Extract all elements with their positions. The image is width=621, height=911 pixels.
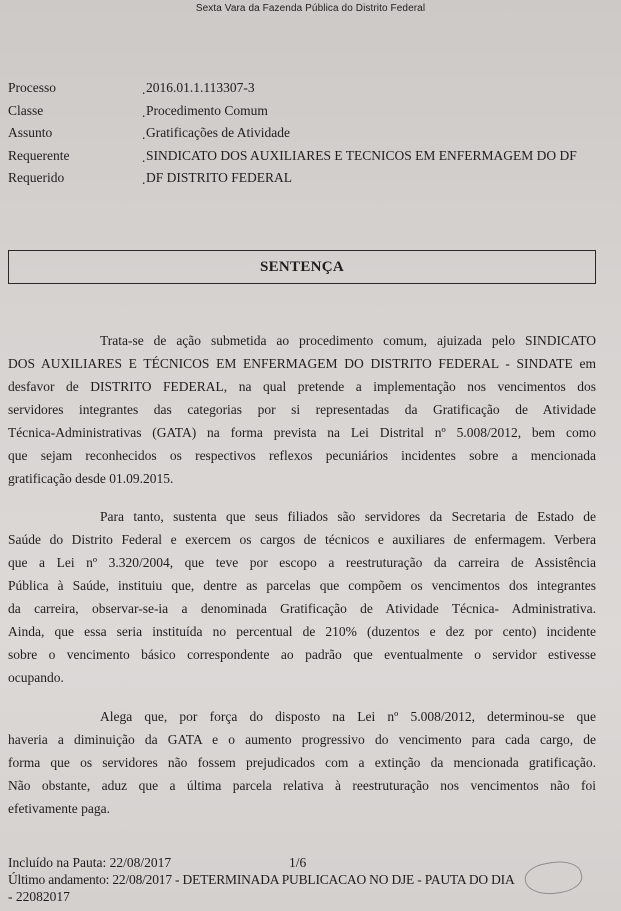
text-line: haveria a diminuição da GATA e o aumento progressivo do vencimento para cada cargo, de: [8, 732, 596, 747]
text-line: que a Lei nº 3.320/2004, que teve por escopo a reestruturação da carreira de Assistência: [8, 555, 596, 570]
last-movement: Último andamento: 22/08/2017 - DETERMINADA PUBLICACAO NO DJE - PAUTA DO DIA: [8, 872, 515, 887]
text-line: sobre o vencimento básico correspondente ao padrão que eventualmente o servidor estivesse: [8, 647, 596, 662]
page-number: 1/6: [289, 855, 307, 870]
text-line: DOS AUXILIARES E TÉCNICOS EM ENFERMAGEM DO DISTRITO FEDERAL - SINDATE em: [8, 356, 596, 371]
case-value: . Gratificações de Atividade: [146, 125, 290, 141]
document-title-box: [8, 250, 596, 284]
text-line: que sejam reconhecidos os respectivos reflexos pecuniários incidentes sobre a mencionada: [8, 448, 596, 463]
case-label: Assunto: [8, 125, 53, 141]
text-line: Saúde do Distrito Federal e exercem os cargos de técnicos e auxiliares de enfermagem. Verbera: [8, 532, 596, 547]
case-label: Processo: [8, 80, 56, 95]
text-line: Pública à Saúde, instituiu que, dentre as parcelas que compõem os vencimentos dos integrantes: [8, 578, 596, 593]
included-in-agenda: Incluído na Pauta: 22/08/2017: [8, 855, 172, 870]
case-value: . 2016.01.1.113307-3: [146, 80, 255, 96]
text-line: desfavor de DISTRITO FEDERAL, na qual pretende a implementação nos vencimentos dos: [8, 379, 596, 394]
text-line: Técnica-Administrativas (GATA) na forma prevista na Lei Distrital nº 5.008/2012, bem como: [8, 425, 596, 440]
handwritten-mark: [523, 857, 585, 898]
text-line: forma que os servidores não fossem prejudicados com a extinção da mencionada gratificação.: [8, 755, 596, 770]
text-line: Para tanto, sustenta que seus filiados são servidores da Secretaria de Estado de: [100, 509, 596, 524]
text-line: efetivamente paga.: [8, 801, 110, 816]
court-header: Sexta Vara da Fazenda Pública do Distrito Federal: [195, 3, 426, 14]
text-line: gratificação desde 01.09.2015.: [8, 471, 174, 486]
document-title: SENTENÇA: [259, 258, 345, 275]
case-value: . Procedimento Comum: [146, 103, 268, 119]
text-line: da carreira, observar-se-ia a denominada Gratificação de Atividade Técnica- Administrativa.: [8, 601, 596, 616]
case-label: Classe: [8, 102, 44, 118]
case-value: . DF DISTRITO FEDERAL: [146, 170, 292, 186]
text-line: Não obstante, aduz que a última parcela relativa à reestruturação nos vencimentos não foi: [8, 778, 596, 793]
case-label: Requerido: [8, 170, 65, 186]
case-label: Requerente: [8, 147, 70, 163]
text-line: ocupando.: [8, 670, 64, 685]
text-line: Alega que, por força do disposto na Lei nº 5.008/2012, determinou-se que: [100, 709, 596, 724]
last-movement-continued: - 22082017: [8, 889, 70, 904]
text-line: servidores integrantes das categorias por si representadas da Gratificação de Atividade: [8, 402, 596, 417]
text-line: Trata-se de ação submetida ao procedimento comum, ajuizada pelo SINDICATO: [100, 333, 596, 348]
text-line: Ainda, que essa seria instituída no percentual de 210% (duzentos e dez por cento) incidente: [8, 624, 596, 639]
case-value: . SINDICATO DOS AUXILIARES E TECNICOS EM ENFERMAGEM DO DF: [146, 148, 577, 164]
